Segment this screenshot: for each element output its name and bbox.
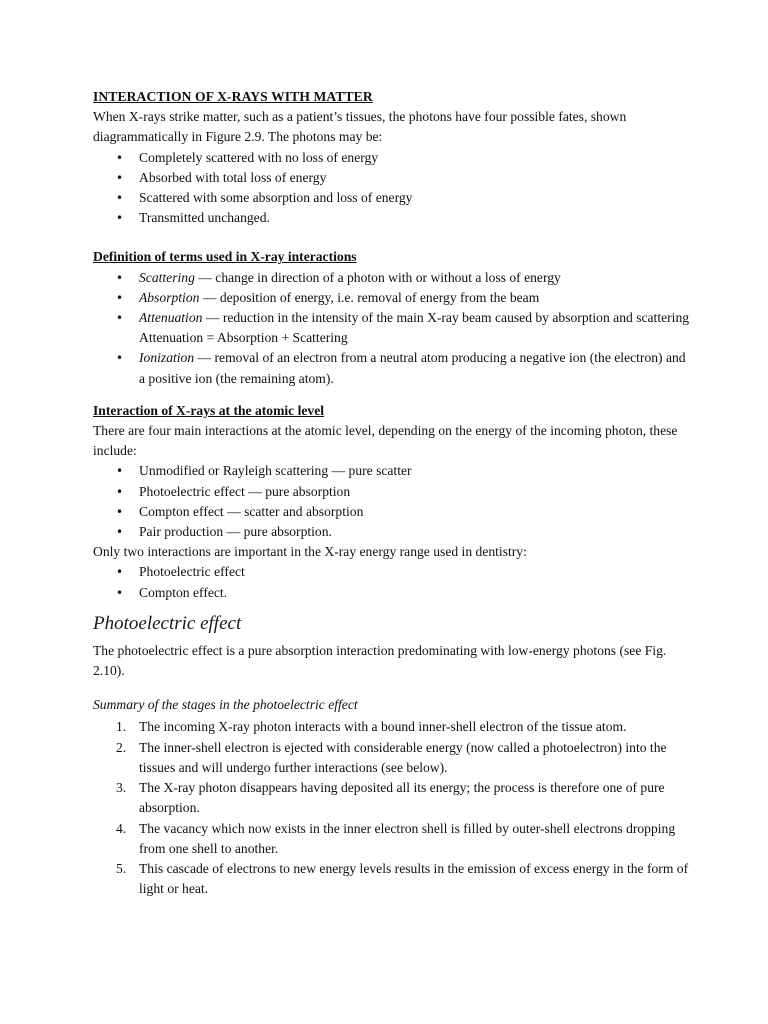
step-number: 1. — [116, 719, 127, 735]
step-text: The incoming X-ray photon interacts with a bound inner-shell electron of the tissue atom. — [139, 719, 627, 735]
list-item: • Compton effect — scatter and absorption — [93, 502, 693, 522]
dentistry-interactions-list — [93, 562, 693, 602]
list-item — [93, 859, 693, 899]
step-number: 2. — [116, 739, 127, 755]
interactions-list — [93, 461, 693, 542]
list-item — [93, 738, 693, 778]
list-item: • Transmitted unchanged. — [93, 208, 693, 228]
section-heading-atomic-level: Interaction of X-rays at the atomic level — [93, 402, 325, 418]
list-item — [93, 717, 693, 737]
section-heading-definitions: Definition of terms used in X-ray interactions — [93, 249, 357, 265]
definition: — deposition of energy, i.e. removal of energy from the beam — [199, 289, 540, 305]
definition: — change in direction of a photon with or without a loss of energy — [194, 269, 561, 285]
fates-list — [93, 148, 693, 229]
step-text: The X-ray photon disappears having deposited all its energy; the process is therefore one of pure absorption. — [139, 780, 665, 816]
step-text: The inner-shell electron is ejected with considerable energy (now called a photoelectron) into the tissues and will undergo further interactions (see below). — [139, 739, 667, 775]
term: Attenuation — [139, 310, 203, 326]
list-item — [93, 778, 693, 818]
list-item: • Compton effect. — [93, 583, 693, 603]
term: Absorption — [139, 289, 200, 305]
section-intro: The photoelectric effect is a pure absorption interaction predominating with low-energy photons (see Fig. 2.10). — [93, 642, 667, 679]
step-number: 4. — [116, 820, 127, 836]
list-item — [93, 268, 693, 288]
summary-heading: Summary of the stages in the photoelectric effect — [93, 697, 358, 713]
definition: — reduction in the intensity of the main X-ray beam caused by absorption and scattering Attenuation = Absorption + Scattering — [139, 310, 690, 346]
list-item: • Photoelectric effect — pure absorption — [93, 482, 693, 502]
step-text: This cascade of electrons to new energy levels results in the emission of excess energy in the form of light or heat. — [139, 860, 689, 897]
list-item: • Pair production — pure absorption. — [93, 522, 693, 542]
list-item: • Photoelectric effect — [93, 562, 693, 582]
section-intro: There are four main interactions at the atomic level, depending on the energy of the incoming photon, these include: — [93, 423, 678, 459]
list-item: • Completely scattered with no loss of energy — [93, 148, 693, 168]
section-heading-interaction: INTERACTION OF X-RAYS WITH MATTER — [93, 89, 373, 104]
list-item: • Absorbed with total loss of energy — [93, 168, 693, 188]
list-item — [93, 288, 693, 308]
document-body — [93, 87, 693, 899]
step-number: 5. — [116, 860, 127, 876]
list-item: • Scattered with some absorption and loss of energy — [93, 188, 693, 208]
stages-list — [93, 717, 693, 899]
section-note: Only two interactions are important in the X-ray energy range used in dentistry: — [93, 544, 527, 560]
list-item — [93, 348, 693, 388]
step-number: 3. — [116, 780, 127, 796]
section-title-photoelectric: Photoelectric effect — [93, 612, 242, 634]
list-item — [93, 819, 693, 859]
term: Ionization — [139, 350, 195, 366]
list-item: • Unmodified or Rayleigh scattering — pure scatter — [93, 461, 693, 481]
step-text: The vacancy which now exists in the inner electron shell is filled by outer-shell electrons dropping from one shell to another. — [139, 820, 676, 856]
definitions-list — [93, 268, 693, 389]
section-intro: When X-rays strike matter, such as a patient’s tissues, the photons have four possible fates, shown diagrammatically in Figure 2.9. The photons may be: — [93, 109, 627, 145]
list-item — [93, 308, 693, 348]
definition: — removal of an electron from a neutral atom producing a negative ion (the electron) and a positive ion (the remaining atom). — [139, 350, 686, 386]
term: Scattering — [139, 269, 195, 285]
